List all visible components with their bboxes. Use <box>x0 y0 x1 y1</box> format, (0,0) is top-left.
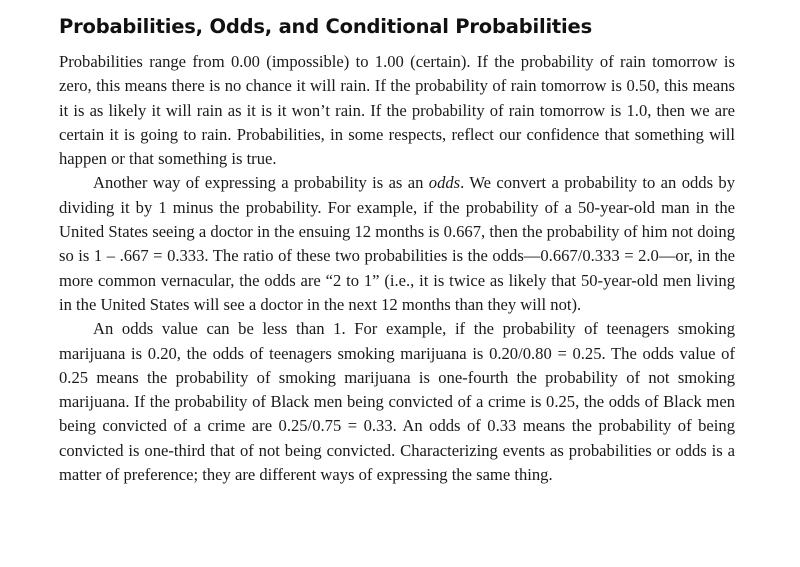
document-page <box>59 14 735 487</box>
paragraph-3-text: An odds value can be less than 1. For example, if the probability of teenagers smoking marijuana is 0.20, the odds of teenagers smoking marijuana is 0.20/0.80 = 0.25. The odds value of 0.25 means the probability of smoking marijuana is one-fourth the probability of not smoking marijuana. If the probability of Black men being convicted of a crime is 0.25, the odds of Black men being convicted of a crime are 0.25/0.75 = 0.33. An odds of 0.33 means the probability of being convicted is one-third that of not being convicted. Characterizing events as probabilities or odds is a matter of preference; they are different ways of expressing the same thing. <box>59 319 735 485</box>
odds-term: odds <box>428 173 461 193</box>
section-heading: Probabilities, Odds, and Conditional Probabilities <box>59 15 592 38</box>
paragraph-1-text: Probabilities range from 0.00 (impossible) to 1.00 (certain). If the probability of rain tomorrow is zero, this means there is no chance it will rain. If the probability of rain tomorrow is 0.50, this means it is as likely it will rain as it is it won’t rain. If the probability of rain tomorrow is 1.0, then we are certain it is going to rain. Probabilities, in some respects, reflect our confidence that something will happen or that something is true. <box>59 52 735 169</box>
paragraph-1 <box>59 50 735 171</box>
paragraph-2-text-b: . We convert a probability to an odds by dividing it by 1 minus the probability. For example, if the probability of a 50-year-old man in the United States seeing a doctor in the ensuing 12 months is 0.667, then the probability of him not doing so is 1 – .667 = 0.333. The ratio of these two probabilities is the odds—0.667/0.333 = 2.0—or, in the more common vernacular, the odds are “2 to 1” (i.e., it is twice as likely that 50-year-old men living in the United States will see a doctor in the next 12 months than they will not). <box>59 173 736 314</box>
paragraph-2 <box>59 171 735 317</box>
paragraph-2-text-a: Another way of expressing a probability is as an <box>93 173 429 193</box>
paragraph-3 <box>59 317 735 487</box>
